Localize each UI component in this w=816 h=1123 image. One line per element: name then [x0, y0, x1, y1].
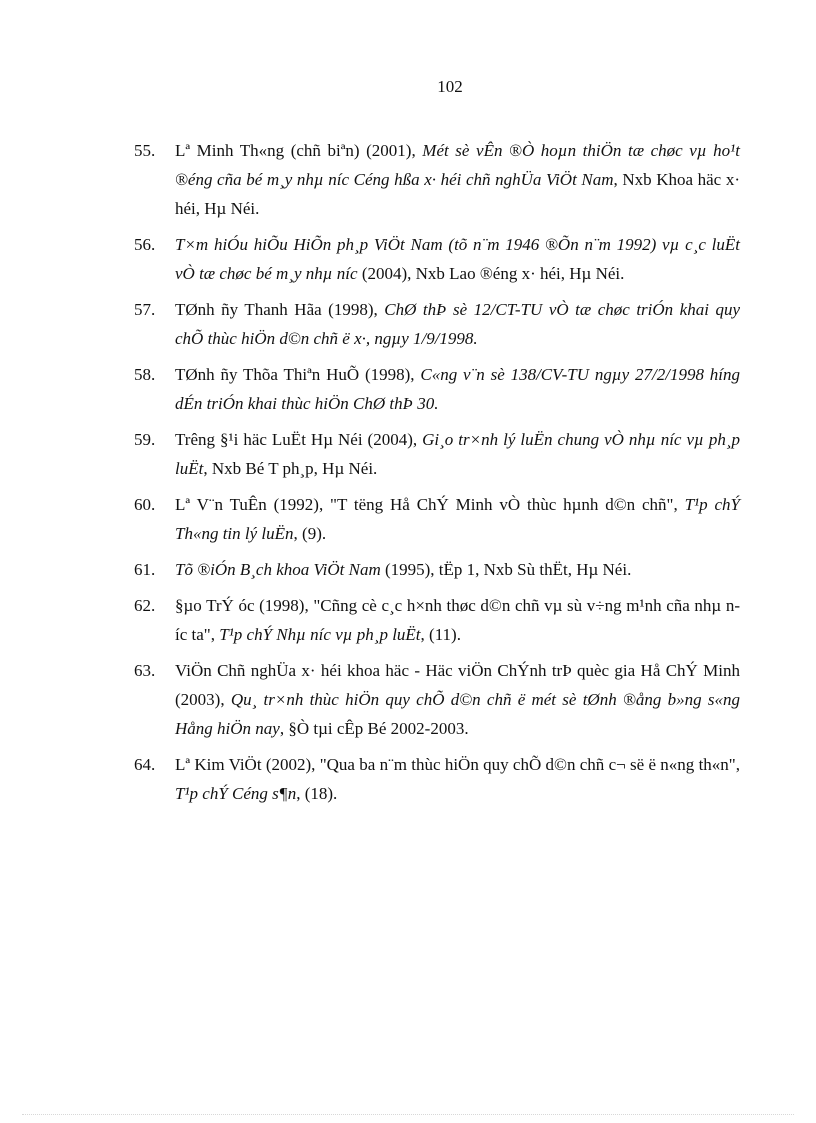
reference-title: Gi¸o tr×nh lý luËn chung vÒ nhµ níc vµ ph¸p luËt [175, 430, 740, 478]
reference-item [134, 591, 740, 649]
reference-title: Mét sè vÊn ®Ò hoµn thiÖn tæ chøc vµ ho¹t ®éng cña bé m¸y nhµ níc Céng hßa x· héi chñ nghÜa ViÖt Nam [175, 141, 741, 189]
reference-item [134, 750, 740, 808]
reference-number: 59. [134, 430, 156, 449]
reference-author: ViÖn Chñ nghÜa x· héi khoa häc - Häc viÖn ChÝnh trÞ quèc gia Hå ChÝ Minh (2003), [175, 661, 740, 709]
reference-item [134, 230, 740, 288]
reference-publisher: , Nxb Bé T ph¸p, Hµ Néi. [203, 459, 378, 478]
reference-title: T¹p chÝ Th«ng tin lý luËn [175, 495, 740, 543]
reference-item [134, 295, 740, 353]
reference-title: Qu¸ tr×nh thùc hiÖn quy chÕ d©n chñ ë mét sè tØnh ®ång b»ng s«ng Hång hiÖn nay [175, 690, 740, 738]
reference-item [134, 656, 740, 743]
reference-author: Trêng §¹i häc LuËt Hµ Néi (2004), [175, 430, 423, 449]
reference-title: C«ng v¨n sè 138/CV-TU ngµy 27/2/1998 híng dÉn triÓn khai thùc hiÖn ChØ thÞ 30. [175, 365, 740, 413]
page-number: 102 [437, 77, 463, 96]
reference-item [134, 360, 740, 418]
reference-publisher: (1995), tËp 1, Nxb Sù thËt, Hµ Néi. [380, 560, 632, 579]
reference-author: TØnh ñy Thanh Hãa (1998), [175, 300, 385, 319]
reference-item [134, 555, 740, 584]
reference-publisher: , (11). [420, 625, 461, 644]
reference-title: T×m hiÓu hiÕu HiÕn ph¸p ViÖt Nam (tõ n¨m 1946 ®Õn n¨m 1992) vµ c¸c luËt vÒ tæ chøc bé m¸y nhµ níc [175, 235, 740, 283]
reference-item [134, 136, 740, 223]
reference-publisher: (2004), Nxb Lao ®éng x· héi, Hµ Néi. [357, 264, 625, 283]
page-bottom-rule [22, 1114, 794, 1115]
reference-title: T¹p chÝ Céng s¶n [175, 784, 297, 803]
reference-number: 61. [134, 560, 156, 579]
reference-number: 58. [134, 365, 156, 384]
reference-number: 60. [134, 495, 156, 514]
reference-publisher: , (9). [293, 524, 327, 543]
reference-author: Lª V¨n TuÊn (1992), "T tëng Hå ChÝ Minh vÒ thùc hµnh d©n chñ", [175, 495, 685, 514]
reference-list [134, 136, 740, 815]
reference-author: Lª Kim ViÖt (2002), "Qua ba n¨m thùc hiÖn quy chÕ d©n chñ c¬ së ë n«ng th«n", [175, 755, 740, 774]
reference-publisher: , (18). [296, 784, 338, 803]
reference-number: 56. [134, 235, 156, 254]
reference-publisher: , §Ò tµi cÊp Bé 2002-2003. [279, 719, 469, 738]
reference-number: 64. [134, 755, 156, 774]
reference-title: Tõ ®iÓn B¸ch khoa ViÖt Nam [175, 560, 381, 579]
reference-title: ChØ thÞ sè 12/CT-TU vÒ tæ chøc triÓn khai quy chÕ thùc hiÖn d©n chñ ë x·, ngµy 1/9/1998. [175, 300, 740, 348]
reference-number: 57. [134, 300, 156, 319]
reference-item [134, 490, 740, 548]
reference-author: Lª Minh Th«ng (chñ biªn) (2001), [175, 141, 423, 160]
reference-number: 63. [134, 661, 156, 680]
reference-publisher: , Nxb Khoa häc x· héi, Hµ Néi. [175, 170, 740, 218]
reference-author: §µo TrÝ óc (1998), "Cñng cè c¸c h×nh thøc d©n chñ vµ sù v÷ng m¹nh cña nhµ níc ta", [175, 596, 740, 644]
reference-item [134, 425, 740, 483]
reference-number: 62. [134, 596, 156, 615]
reference-author: TØnh ñy Thõa Thiªn HuÕ (1998), [175, 365, 421, 384]
reference-title: T¹p chÝ Nhµ níc vµ ph¸p luËt [219, 625, 421, 644]
reference-number: 55. [134, 141, 156, 160]
